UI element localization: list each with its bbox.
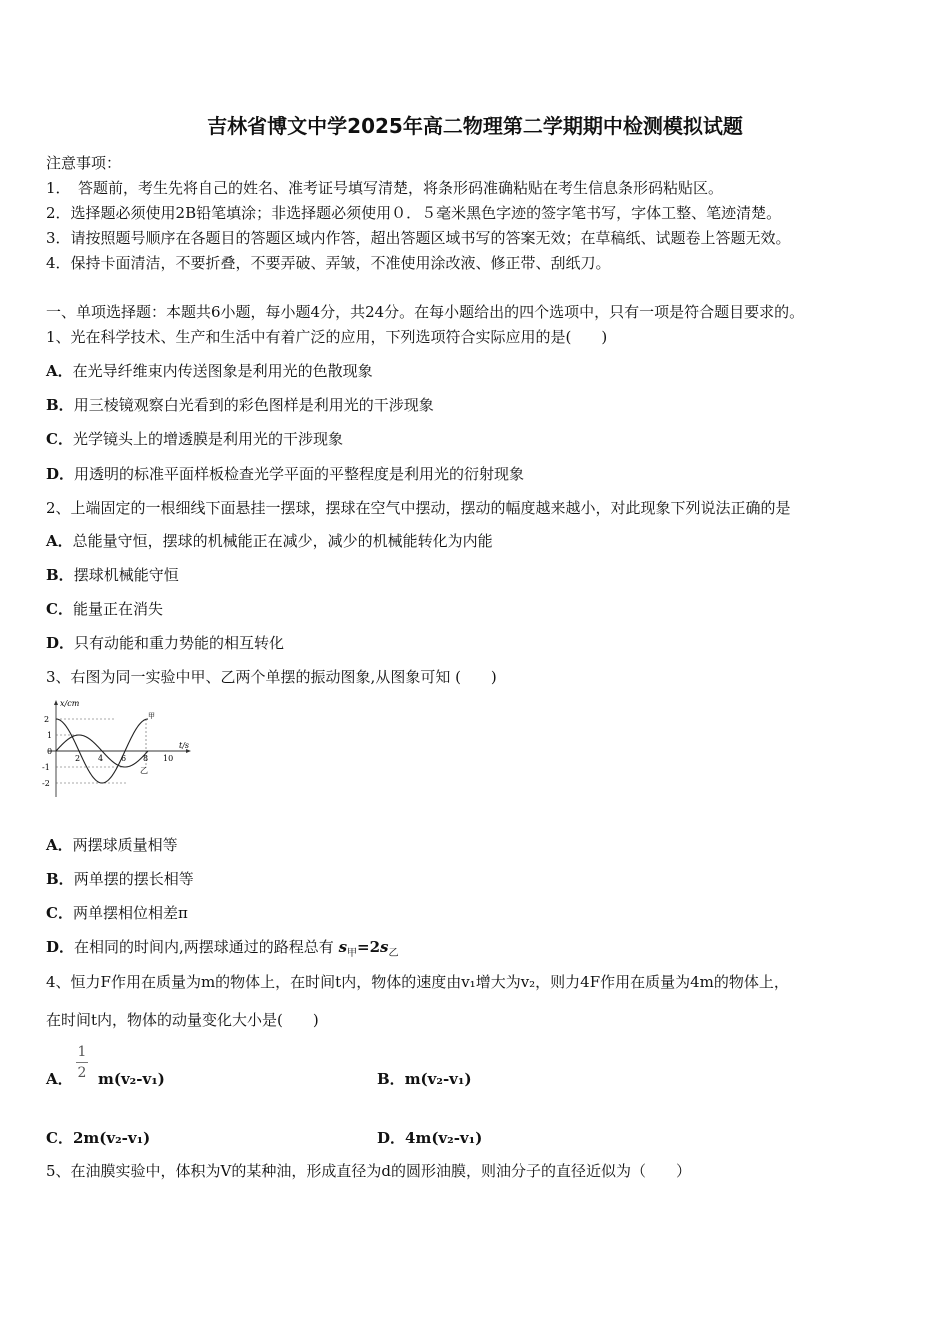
question-1-stem: 1、光在科学技术、生产和生活中有着广泛的应用，下列选项符合实际应用的是( ) (46, 328, 608, 346)
q4-option-a-text: m(v₂-v₁) (98, 1070, 165, 1088)
option-letter: C． (46, 430, 73, 448)
note-item-4: 4．保持卡面清洁，不要折叠，不要弄破、弄皱，不准使用涂改液、修正带、刮纸刀。 (46, 254, 611, 272)
option-letter: A． (46, 532, 73, 550)
fraction-numerator: 1 (77, 1044, 87, 1060)
q3-option-c (46, 904, 188, 922)
formula-eq: =2 (357, 938, 381, 956)
option-letter: B． (46, 566, 74, 584)
q1-option-d (46, 465, 524, 483)
option-letter: B． (377, 1070, 405, 1088)
formula-s: s (380, 938, 389, 956)
fraction-bar (76, 1062, 88, 1063)
fraction-one-half (76, 1044, 88, 1081)
q2-option-b (46, 566, 179, 584)
question-3-stem: 3、右图为同一实验中甲、乙两个单摆的振动图象,从图象可知 ( ) (46, 668, 497, 686)
option-text: 光学镜头上的增透膜是利用光的干涉现象 (72, 430, 343, 448)
xtick-6: 6 (121, 754, 127, 763)
q3-option-a (46, 836, 178, 854)
ytick-minus-1: -1 (42, 763, 50, 772)
option-letter: C． (46, 600, 73, 618)
option-letter: D． (46, 938, 75, 956)
oscillation-graph (42, 697, 192, 801)
note-item-3: 3．请按照题号顺序在各题目的答题区域内作答，超出答题区域书写的答案无效；在草稿纸、试题卷上答题无效。 (46, 229, 791, 247)
option-letter: B． (46, 396, 74, 414)
option-text: 用三棱镜观察白光看到的彩色图样是利用光的干涉现象 (73, 396, 434, 414)
ytick-0: 0 (47, 747, 53, 756)
question-4-stem-line2: 在时间t内，物体的动量变化大小是( ) (46, 1011, 319, 1029)
ytick-2: 2 (44, 715, 50, 724)
option-letter: C． (46, 904, 73, 922)
option-letter: D． (46, 634, 75, 652)
q4-option-c (46, 1129, 150, 1147)
option-letter: C． (46, 1129, 73, 1147)
q4-option-a-letter (46, 1070, 73, 1088)
option-text: 在光导纤维束内传送图象是利用光的色散现象 (72, 362, 373, 380)
xtick-10: 10 (163, 754, 174, 763)
option-text: 在相同的时间内,两摆球通过的路程总有 (74, 938, 334, 956)
fraction-denominator: 2 (77, 1065, 87, 1081)
option-letter: A． (46, 362, 73, 380)
xtick-4: 4 (98, 754, 104, 763)
option-text: 4m(v₂-v₁) (405, 1129, 483, 1147)
page-title: 吉林省博文中学2025年高二物理第二学期期中检测模拟试题 (207, 114, 743, 138)
option-text: 用透明的标准平面样板检查光学平面的平整程度是利用光的衍射现象 (74, 465, 525, 483)
q3-option-b (46, 870, 194, 888)
q2-option-d (46, 634, 284, 652)
formula-s: s (338, 938, 348, 956)
graph-xlabel: t/s (179, 741, 190, 750)
option-text: 摆球机械能守恒 (73, 566, 179, 584)
option-text: m(v₂-v₁) (404, 1070, 472, 1088)
xtick-8: 8 (143, 754, 149, 763)
option-letter: D． (377, 1129, 406, 1147)
ytick-1: 1 (47, 731, 53, 740)
q1-option-b (46, 396, 434, 414)
note-item-2: 2．选择题必须使用2B铅笔填涂；非选择题必须使用０．５毫米黑色字迹的签字笔书写，字体工整、笔迹清楚。 (46, 204, 782, 222)
option-text: 两单摆相位相差π (72, 904, 188, 922)
section-heading: 一、单项选择题：本题共6小题，每小题4分，共24分。在每小题给出的四个选项中，只有一项是符合题目要求的。 (46, 303, 805, 321)
label-yi: 乙 (140, 766, 148, 775)
q4-option-d (377, 1129, 482, 1147)
option-letter: A． (46, 1070, 73, 1088)
q4-option-b (377, 1070, 472, 1088)
q3-option-d (46, 938, 399, 959)
question-4-stem-line1: 4、恒力F作用在质量为m的物体上，在时间t内，物体的速度由v₁增大为v₂，则力4F作用在质量为4m的物体上， (46, 973, 789, 991)
ytick-minus-2: -2 (42, 779, 50, 788)
question-5-stem: 5、在油膜实验中，体积为V的某种油，形成直径为d的圆形油膜，则油分子的直径近似为（ ） (46, 1162, 691, 1180)
graph-ylabel: x/cm (60, 699, 80, 708)
formula-sub-yi: 乙 (388, 948, 399, 959)
option-text: 两单摆的摆长相等 (73, 870, 194, 888)
option-text: 两摆球质量相等 (72, 836, 178, 854)
label-jia: 甲 (148, 712, 155, 720)
question-2-stem: 2、上端固定的一根细线下面悬挂一摆球，摆球在空气中摆动，摆动的幅度越来越小，对此现象下列说法正确的是 (46, 499, 791, 517)
q2-option-a (46, 532, 493, 550)
option-text: 能量正在消失 (72, 600, 163, 618)
q1-option-a (46, 362, 373, 380)
option-letter: B． (46, 870, 74, 888)
graph-y-arrow (54, 700, 58, 705)
note-item-1: 1． 答题前，考生先将自己的姓名、准考证号填写清楚，将条形码准确粘贴在考生信息条形码粘贴区。 (46, 179, 724, 197)
option-letter: D． (46, 465, 75, 483)
option-text: 总能量守恒，摆球的机械能正在减少，减少的机械能转化为内能 (72, 532, 493, 550)
notes-heading: 注意事项： (46, 154, 122, 172)
q1-option-c (46, 430, 343, 448)
q2-option-c (46, 600, 163, 618)
formula-sub-jia: 甲 (347, 948, 358, 959)
option-text: 2m(v₂-v₁) (72, 1129, 151, 1147)
option-letter: A． (46, 836, 73, 854)
option-text: 只有动能和重力势能的相互转化 (74, 634, 285, 652)
xtick-2: 2 (75, 754, 81, 763)
